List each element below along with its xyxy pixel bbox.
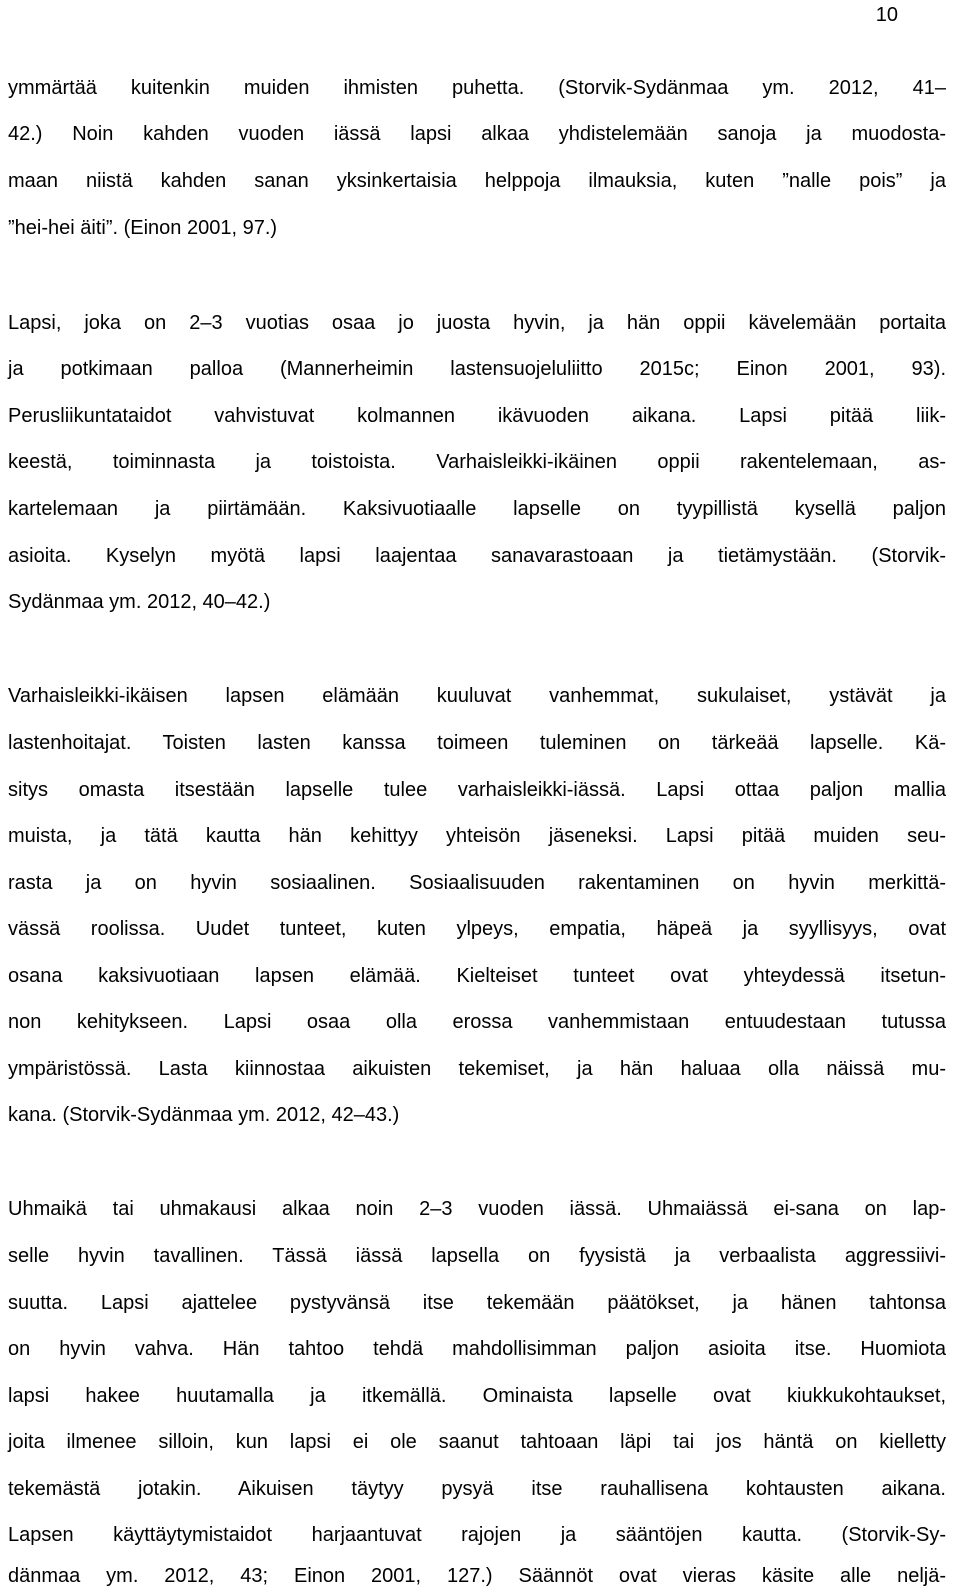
paragraph-2-line-7: Sydänmaa ym. 2012, 40–42.) xyxy=(8,591,271,613)
paragraph-2-line-4: keestä, toiminnasta ja toistoista. Varhaisleikki-ikäinen oppii rakentelemaan, as- xyxy=(8,451,946,473)
paragraph-4-line-2: selle hyvin tavallinen. Tässä iässä lapsella on fyysistä ja verbaalista aggressiivi- xyxy=(8,1245,946,1267)
paragraph-3-line-10: kana. (Storvik-Sydänmaa ym. 2012, 42–43.) xyxy=(8,1104,400,1126)
paragraph-1-line-2: 42.) Noin kahden vuoden iässä lapsi alkaa yhdistelemään sanoja ja muodosta- xyxy=(8,123,946,145)
page-number: 10 xyxy=(875,4,898,26)
paragraph-4-line-6: joita ilmenee silloin, kun lapsi ei ole saanut tahtoaan läpi tai jos häntä on kielletty xyxy=(8,1431,946,1453)
paragraph-3-line-9: ympäristössä. Lasta kiinnostaa aikuisten tekemiset, ja hän haluaa olla näissä mu- xyxy=(8,1058,946,1080)
paragraph-3-line-6: vässä roolissa. Uudet tunteet, kuten ylpeys, empatia, häpeä ja syyllisyys, ovat xyxy=(8,918,946,940)
paragraph-3-line-2: lastenhoitajat. Toisten lasten kanssa toimeen tuleminen on tärkeää lapselle. Kä- xyxy=(8,732,946,754)
paragraph-3-line-4: muista, ja tätä kautta hän kehittyy yhteisön jäseneksi. Lapsi pitää muiden seu- xyxy=(8,825,946,847)
paragraph-4-line-3: suutta. Lapsi ajattelee pystyvänsä itse tekemään päätökset, ja hänen tahtonsa xyxy=(8,1292,946,1314)
paragraph-4-line-4: on hyvin vahva. Hän tahtoo tehdä mahdollisimman paljon asioita itse. Huomiota xyxy=(8,1338,946,1360)
paragraph-3-line-5: rasta ja on hyvin sosiaalinen. Sosiaalisuuden rakentaminen on hyvin merkittä- xyxy=(8,872,946,894)
paragraph-4-line-9: dänmaa ym. 2012, 43; Einon 2001, 127.) Säännöt ovat vieras käsite alle neljä- xyxy=(8,1565,946,1587)
paragraph-3-line-8: non kehitykseen. Lapsi osaa olla erossa vanhemmistaan entuudestaan tutussa xyxy=(8,1011,946,1033)
paragraph-3-line-1: Varhaisleikki-ikäisen lapsen elämään kuuluvat vanhemmat, sukulaiset, ystävät ja xyxy=(8,685,946,707)
paragraph-4-line-1: Uhmaikä tai uhmakausi alkaa noin 2–3 vuoden iässä. Uhmaiässä ei-sana on lap- xyxy=(8,1198,946,1220)
paragraph-2-line-5: kartelemaan ja piirtämään. Kaksivuotiaalle lapselle on tyypillistä kysellä paljon xyxy=(8,498,946,520)
paragraph-1-line-4: ”hei-hei äiti”. (Einon 2001, 97.) xyxy=(8,217,278,239)
paragraph-2-line-1: Lapsi, joka on 2–3 vuotias osaa jo juosta hyvin, ja hän oppii kävelemään portaita xyxy=(8,312,946,334)
paragraph-4-line-7: tekemästä jotakin. Aikuisen täytyy pysyä itse rauhallisena kohtausten aikana. xyxy=(8,1478,946,1500)
paragraph-2-line-2: ja potkimaan palloa (Mannerheimin lastensuojeluliitto 2015c; Einon 2001, 93). xyxy=(8,358,946,380)
paragraph-2-line-3: Perusliikuntataidot vahvistuvat kolmannen ikävuoden aikana. Lapsi pitää liik- xyxy=(8,405,946,427)
paragraph-1-line-3: maan niistä kahden sanan yksinkertaisia helppoja ilmauksia, kuten ”nalle pois” ja xyxy=(8,170,946,192)
paragraph-4-line-8: Lapsen käyttäytymistaidot harjaantuvat rajojen ja sääntöjen kautta. (Storvik-Sy- xyxy=(8,1524,946,1546)
paragraph-3-line-7: osana kaksivuotiaan lapsen elämää. Kielteiset tunteet ovat yhteydessä itsetun- xyxy=(8,965,946,987)
paragraph-2-line-6: asioita. Kyselyn myötä lapsi laajentaa sanavarastoaan ja tietämystään. (Storvik- xyxy=(8,545,946,567)
paragraph-4-line-5: lapsi hakee huutamalla ja itkemällä. Ominaista lapselle ovat kiukkukohtaukset, xyxy=(8,1385,946,1407)
paragraph-3-line-3: sitys omasta itsestään lapselle tulee varhaisleikki-iässä. Lapsi ottaa paljon mallia xyxy=(8,779,946,801)
paragraph-1-line-1: ymmärtää kuitenkin muiden ihmisten puhetta. (Storvik-Sydänmaa ym. 2012, 41– xyxy=(8,77,946,99)
